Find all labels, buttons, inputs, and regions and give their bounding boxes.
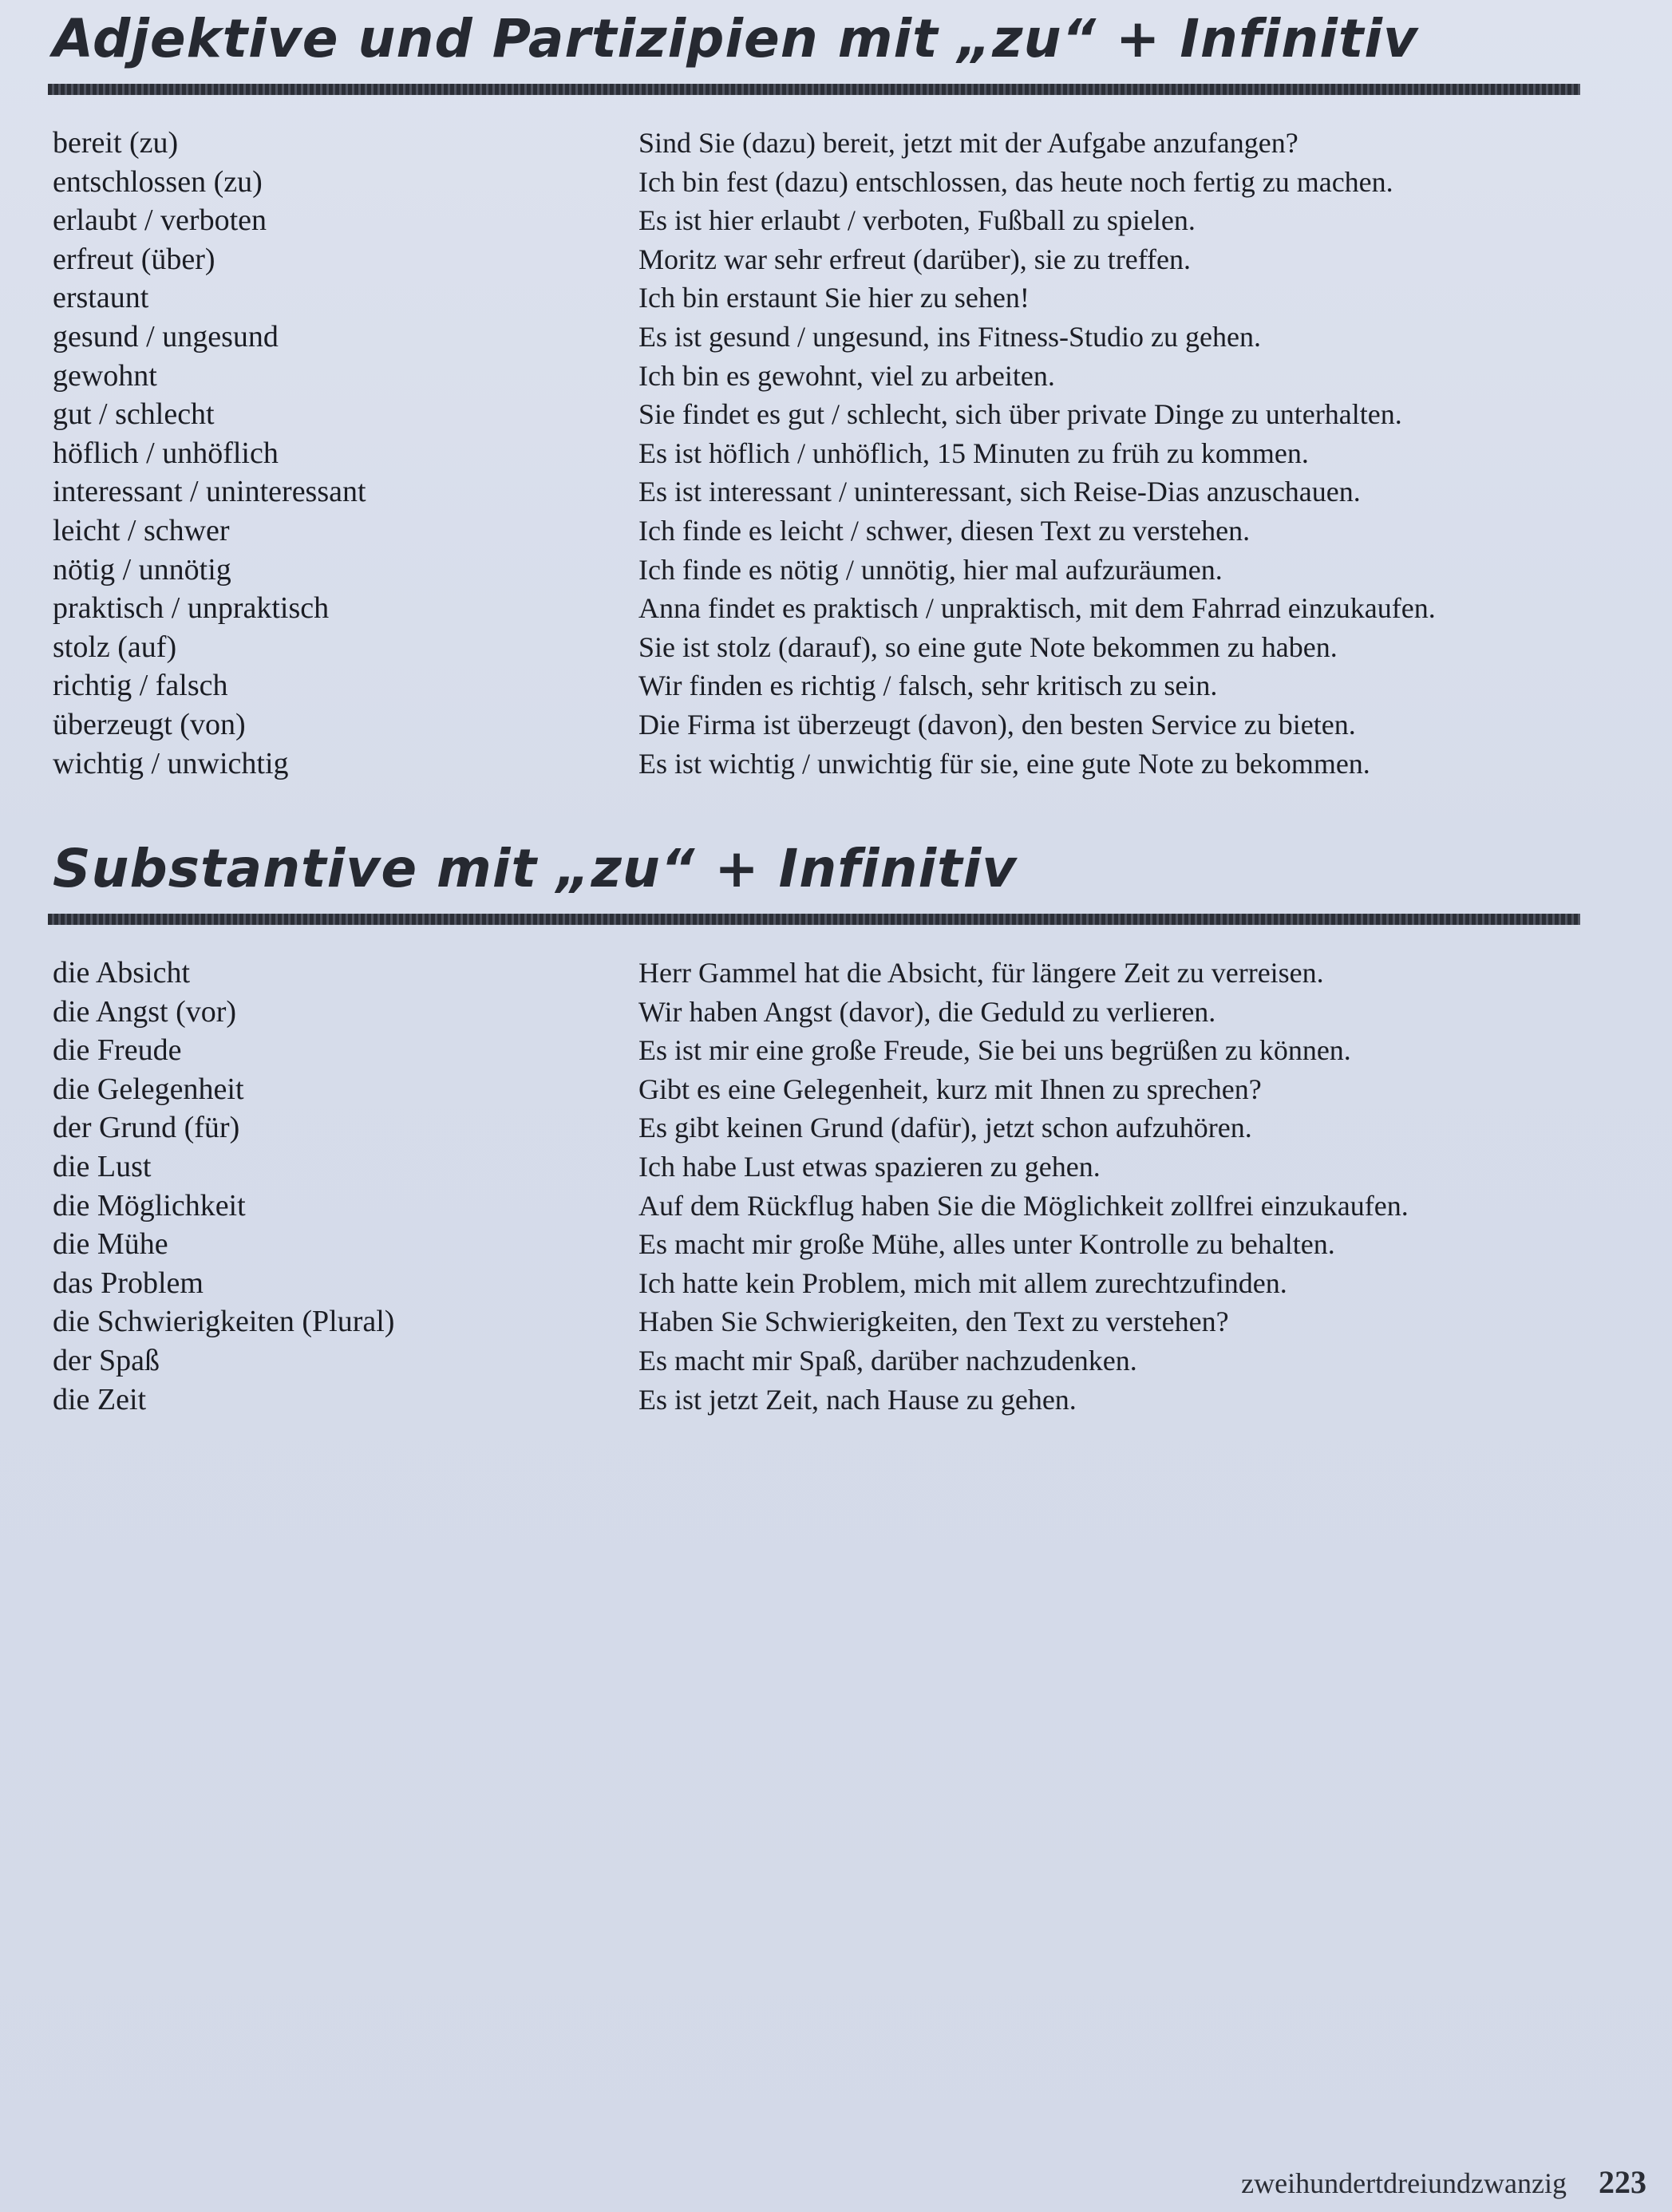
term: gut / schlecht xyxy=(53,397,215,432)
list-row xyxy=(48,1382,1580,1421)
list-row xyxy=(48,513,1580,552)
term: erfreut (über) xyxy=(53,242,215,276)
example-sentence: Ich finde es nötig / unnötig, hier mal aufzuräumen. xyxy=(638,553,1223,586)
example-sentence: Herr Gammel hat die Absicht, für längere Zeit zu verreisen. xyxy=(638,957,1324,989)
page-number-words: zweihundertdreiundzwanzig xyxy=(1241,2167,1567,2199)
list-row xyxy=(48,1033,1580,1072)
list-row xyxy=(48,242,1580,281)
example-sentence: Moritz war sehr erfreut (darüber), sie zu treffen. xyxy=(638,243,1191,275)
example-sentence: Anna findet es praktisch / unpraktisch, mit dem Fahrrad einzukaufen. xyxy=(638,592,1436,625)
term: überzeugt (von) xyxy=(53,707,246,741)
example-sentence: Ich bin fest (dazu) entschlossen, das heute noch fertig zu machen. xyxy=(638,165,1393,198)
term: die Absicht xyxy=(53,956,191,989)
example-sentence: Auf dem Rückflug haben Sie die Möglichkeit zollfrei einzukaufen. xyxy=(638,1189,1409,1222)
list-row xyxy=(48,1110,1580,1149)
term: richtig / falsch xyxy=(53,669,228,703)
page-number: 223 xyxy=(1599,2164,1646,2200)
list-row xyxy=(48,707,1580,746)
list-row xyxy=(48,1072,1580,1111)
section-nouns xyxy=(48,838,1580,1420)
heading-underline xyxy=(48,914,1580,925)
example-sentence: Sie findet es gut / schlecht, sich über private Dinge zu unterhalten. xyxy=(638,398,1402,431)
example-sentence: Haben Sie Schwierigkeiten, den Text zu verstehen? xyxy=(638,1305,1229,1338)
list-row xyxy=(48,164,1580,203)
term: wichtig / unwichtig xyxy=(53,746,289,780)
page-footer xyxy=(1241,2163,1646,2201)
list-row xyxy=(48,1226,1580,1266)
list-row xyxy=(48,474,1580,513)
list-row xyxy=(48,280,1580,319)
example-sentence: Es ist jetzt Zeit, nach Hause zu gehen. xyxy=(638,1383,1077,1416)
list-row xyxy=(48,436,1580,475)
list-row xyxy=(48,125,1580,164)
list-row xyxy=(48,319,1580,358)
example-sentence: Ich bin es gewohnt, viel zu arbeiten. xyxy=(638,359,1055,392)
term: entschlossen (zu) xyxy=(53,164,263,199)
list-row xyxy=(48,746,1580,785)
term: die Zeit xyxy=(53,1382,147,1416)
example-sentence: Es ist wichtig / unwichtig für sie, eine gute Note zu bekommen. xyxy=(638,747,1370,780)
example-sentence: Es ist höflich / unhöflich, 15 Minuten zu früh zu kommen. xyxy=(638,436,1309,469)
section-heading xyxy=(48,8,1580,108)
term: die Möglichkeit xyxy=(53,1188,246,1223)
list-row xyxy=(48,591,1580,630)
example-sentence: Es macht mir Spaß, darüber nachzudenken. xyxy=(638,1344,1137,1377)
heading-underline xyxy=(48,84,1580,95)
example-sentence: Ich finde es leicht / schwer, diesen Text zu verstehen. xyxy=(638,514,1251,547)
list-row xyxy=(48,1343,1580,1382)
term: praktisch / unpraktisch xyxy=(53,591,330,626)
list-row xyxy=(48,1149,1580,1188)
list-row xyxy=(48,552,1580,591)
list-row xyxy=(48,1266,1580,1305)
term: erlaubt / verboten xyxy=(53,203,267,238)
list-row xyxy=(48,203,1580,242)
example-sentence: Es ist mir eine große Freude, Sie bei uns begrüßen zu können. xyxy=(638,1034,1351,1067)
example-sentence: Es gibt keinen Grund (dafür), jetzt schon aufzuhören. xyxy=(638,1112,1252,1144)
adjective-list xyxy=(48,125,1580,784)
list-row xyxy=(48,397,1580,436)
list-row xyxy=(48,1188,1580,1227)
example-sentence: Sind Sie (dazu) bereit, jetzt mit der Aufgabe anzufangen? xyxy=(638,127,1298,159)
term: gesund / ungesund xyxy=(53,319,279,354)
list-row xyxy=(48,358,1580,397)
term: die Mühe xyxy=(53,1227,168,1262)
term: nötig / unnötig xyxy=(53,552,231,587)
term: das Problem xyxy=(53,1266,204,1300)
list-row xyxy=(48,955,1580,994)
term: bereit (zu) xyxy=(53,126,179,160)
term: höflich / unhöflich xyxy=(53,436,279,470)
example-sentence: Es macht mir große Mühe, alles unter Kontrolle zu behalten. xyxy=(638,1228,1335,1261)
heading-nouns: Substantive mit „zu“ + Infinitiv xyxy=(53,838,1018,899)
example-sentence: Ich hatte kein Problem, mich mit allem zurechtzufinden. xyxy=(638,1266,1287,1299)
section-heading xyxy=(48,838,1580,938)
example-sentence: Die Firma ist überzeugt (davon), den besten Service zu bieten. xyxy=(638,708,1356,741)
term: leicht / schwer xyxy=(53,513,230,547)
term: die Schwierigkeiten (Plural) xyxy=(53,1305,395,1339)
term: der Grund (für) xyxy=(53,1111,240,1145)
term: stolz (auf) xyxy=(53,630,177,664)
term: die Gelegenheit xyxy=(53,1072,244,1106)
example-sentence: Sie ist stolz (darauf), so eine gute Note bekommen zu haben. xyxy=(638,630,1338,663)
term: die Freude xyxy=(53,1033,182,1068)
term: der Spaß xyxy=(53,1343,160,1377)
example-sentence: Ich habe Lust etwas spazieren zu gehen. xyxy=(638,1150,1101,1183)
example-sentence: Es ist hier erlaubt / verboten, Fußball zu spielen. xyxy=(638,204,1196,237)
term: erstaunt xyxy=(53,281,149,315)
term: gewohnt xyxy=(53,358,157,393)
list-row xyxy=(48,1304,1580,1343)
list-row xyxy=(48,668,1580,707)
example-sentence: Wir finden es richtig / falsch, sehr kritisch zu sein. xyxy=(638,670,1218,702)
term: die Lust xyxy=(53,1149,152,1183)
example-sentence: Gibt es eine Gelegenheit, kurz mit Ihnen zu sprechen? xyxy=(638,1072,1262,1105)
term: die Angst (vor) xyxy=(53,994,237,1029)
example-sentence: Ich bin erstaunt Sie hier zu sehen! xyxy=(638,282,1030,314)
heading-adjectives: Adjektive und Partizipien mit „zu“ + Infinitiv xyxy=(53,8,1419,69)
example-sentence: Es ist gesund / ungesund, ins Fitness-Studio zu gehen. xyxy=(638,320,1261,353)
example-sentence: Es ist interessant / uninteressant, sich Reise-Dias anzuschauen. xyxy=(638,476,1361,508)
term: interessant / uninteressant xyxy=(53,475,366,509)
list-row xyxy=(48,630,1580,669)
noun-list xyxy=(48,955,1580,1420)
section-adjectives xyxy=(48,8,1580,784)
example-sentence: Wir haben Angst (davor), die Geduld zu verlieren. xyxy=(638,995,1216,1028)
list-row xyxy=(48,994,1580,1033)
